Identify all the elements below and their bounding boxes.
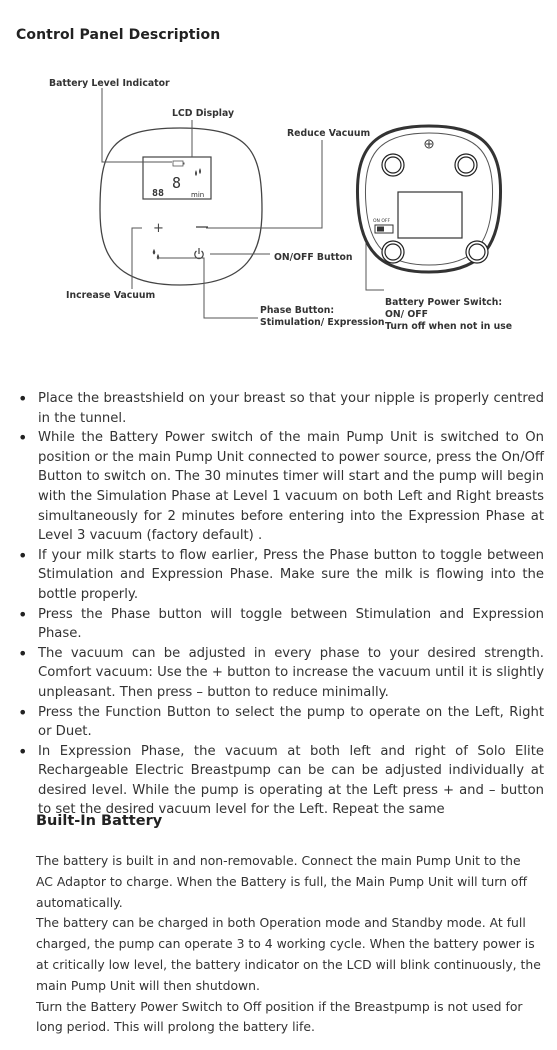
page-title: Control Panel Description	[16, 27, 221, 43]
plus-button: +	[153, 221, 164, 236]
battery-section-heading: Built-In Battery	[36, 813, 163, 829]
list-item: • Place the breastshield on your breast so that your nipple is properly centred in the tunnel.	[14, 389, 544, 428]
list-item: • Press the Phase button will toggle between Stimulation and Expression Phase.	[14, 605, 544, 644]
label-phase-button-line1: Phase Button:	[260, 305, 335, 316]
label-battery-switch-line1: Battery Power Switch:	[385, 297, 503, 308]
label-battery-switch-line3: Turn off when not in use	[385, 321, 513, 332]
list-item: • Press the Function Button to select the pump to operate on the Left, Right or Duet.	[14, 703, 544, 742]
battery-level-icon	[173, 161, 183, 166]
lcd-digit-big: 8	[172, 174, 182, 192]
battery-section-body	[36, 851, 541, 1038]
label-battery-power-switch	[385, 297, 512, 333]
instruction-list	[14, 389, 544, 820]
list-item: • In Expression Phase, the vacuum at both left and right of Solo Elite Rechargeable Electric Breastpump can be can be adjusted individually at desired level. While the pump is operating at the Left press + and – button to set the desired vacuum level for the Left. Repeat the same	[14, 742, 544, 820]
rear-label-panel	[398, 192, 462, 238]
list-item: • While the Battery Power switch of the main Pump Unit is switched to On position or the main Pump Unit connected to power source, press the On/Off Button to switch on. The 30 minutes timer will start and the pump will begin with the Simulation Phase at Level 1 vacuum on both Left and Right breasts simultaneously for 2 minutes before entering into the Expression Phase at Level 3 vacuum (factory default) .	[14, 428, 544, 546]
lcd-digit-pair: 88	[152, 188, 165, 199]
lcd-unit: min	[191, 191, 205, 199]
list-item: • The vacuum can be adjusted in every phase to your desired strength. Comfort vacuum: Use the + button to increase the vacuum until it is slightly unpleasant. Then press – button to reduce minimally.	[14, 644, 544, 703]
label-battery-level-indicator: Battery Level Indicator	[49, 78, 170, 89]
label-battery-switch-line2: ON/ OFF	[385, 309, 428, 320]
battery-paragraph: The battery can be charged in both Operation mode and Standby mode. At full charged, the pump can operate 3 to 4 working cycle. When the battery power is at critically low level, the battery indicator on the LCD will blink continuously, the main Pump Unit will then shutdown.	[36, 915, 541, 993]
label-phase-button	[260, 305, 385, 329]
switch-text: ON OFF	[373, 219, 391, 224]
battery-paragraph: The battery is built in and non-removable. Connect the main Pump Unit to the AC Adaptor to charge. When the Battery is full, the Main Pump Unit will turn off automatically.	[36, 853, 528, 910]
label-reduce-vacuum: Reduce Vacuum	[287, 128, 371, 139]
label-phase-button-line2: Stimulation/ Expression	[260, 317, 385, 328]
control-panel-body	[100, 128, 262, 285]
list-item: • If your milk starts to flow earlier, Press the Phase button to toggle between Stimulation and Expression Phase. Make sure the milk is flowing into the bottle properly.	[14, 546, 544, 605]
label-on-off-button: ON/OFF Button	[274, 252, 353, 263]
battery-paragraph: Turn the Battery Power Switch to Off position if the Breastpump is not used for long period. This will prolong the battery life.	[36, 998, 523, 1035]
label-lcd-display: LCD Display	[172, 108, 235, 119]
label-increase-vacuum: Increase Vacuum	[66, 290, 156, 301]
